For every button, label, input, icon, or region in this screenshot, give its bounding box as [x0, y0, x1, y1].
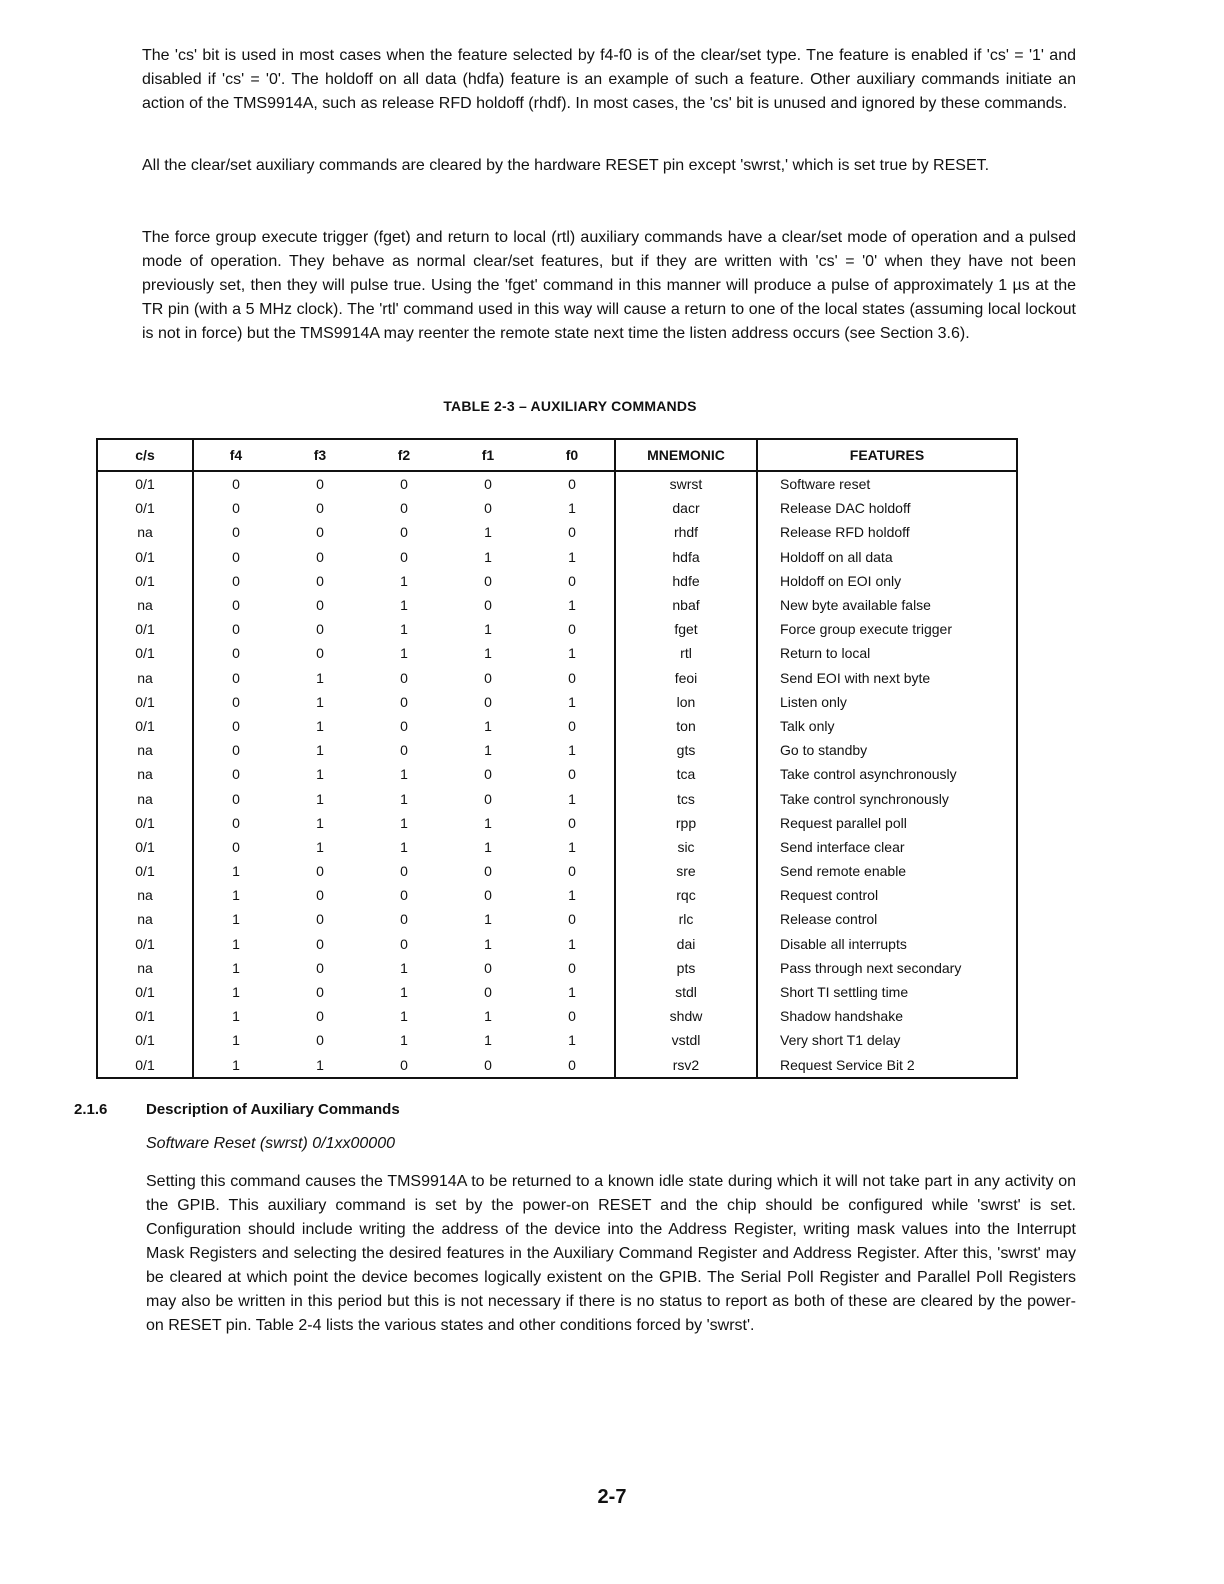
cell-f2: 0: [400, 1056, 408, 1073]
cell-f1: 0: [484, 790, 492, 807]
cell-f1: 0: [484, 984, 492, 1001]
cell-f2: 1: [400, 621, 408, 638]
cell-f4: 1: [232, 887, 240, 904]
cell-mnemonic: stdl: [615, 980, 757, 1004]
cell-f2: 1: [400, 1032, 408, 1049]
cell-f2: 1: [400, 597, 408, 614]
cell-mnemonic: rpp: [615, 811, 757, 835]
table-row: [97, 545, 1017, 569]
cell-f1: 0: [484, 500, 492, 517]
cell-f4: 0: [232, 838, 240, 855]
cell-f3: 1: [316, 693, 324, 710]
cell-f3: 1: [316, 742, 324, 759]
header-f0: f0: [530, 439, 615, 471]
cell-f4: 0: [232, 669, 240, 686]
cell-feature: Software reset: [780, 476, 871, 493]
paragraph-swrst-description: Setting this command causes the TMS9914A to be returned to a known idle state during which it will not take part in any activity on the GPIB. This auxiliary command is set by the power-on RESET and the chip should be configured while 'swrst' is set. Configuration should include writing the address of the device into the Address Register, writing mask values into the Interrupt Mask Registers and selecting the desired features in the Auxiliary Command Register and Address Register. After this, 'swrst' may be cleared at which point the device becomes logically existent on the GPIB. The Serial Poll Register and Parallel Poll Registers may also be written in this period but this is not necessary if there is no status to report as both of these are cleared by the power-on RESET pin. Table 2-4 lists the various states and other conditions forced by 'swrst'.: [146, 1173, 1076, 1334]
cell-feature: Talk only: [780, 717, 835, 734]
cell-f1: 1: [484, 717, 492, 734]
header-f2: f2: [362, 439, 446, 471]
cell-f1: 0: [484, 476, 492, 493]
cell-f4: 1: [232, 863, 240, 880]
cell-cs: 0/1: [97, 1053, 193, 1078]
cell-f2: 1: [400, 572, 408, 589]
table-row: [97, 714, 1017, 738]
cell-cs: na: [97, 786, 193, 810]
cell-feature: Release DAC holdoff: [780, 500, 911, 517]
cell-feature: Request control: [780, 887, 879, 904]
cell-cs: na: [97, 666, 193, 690]
cell-cs: na: [97, 883, 193, 907]
paragraph-cs-bit: The 'cs' bit is used in most cases when the feature selected by f4-f0 is of the clear/set type. Tne feature is enabled if 'cs' = '1' and disabled if 'cs' = '0'. The holdoff on all data (hdfa) feature is an example of such a feature. Other auxiliary commands initiate an action of the TMS9914A, such as release RFD holdoff (rhdf). In most cases, the 'cs' bit is unused and ignored by these commands.: [142, 47, 1076, 112]
cell-mnemonic: rlc: [615, 907, 757, 931]
cell-cs: 0/1: [97, 545, 193, 569]
cell-feature: Go to standby: [780, 742, 868, 759]
table-row: [97, 471, 1017, 496]
table-row: [97, 641, 1017, 665]
cell-f0: 1: [568, 597, 576, 614]
cell-f2: 0: [400, 500, 408, 517]
cell-f4: 0: [232, 500, 240, 517]
cell-f2: 1: [400, 959, 408, 976]
cell-mnemonic: rhdf: [615, 520, 757, 544]
cell-feature: Very short T1 delay: [780, 1032, 901, 1049]
cell-f4: 1: [232, 984, 240, 1001]
cell-mnemonic: hdfe: [615, 569, 757, 593]
cell-f3: 0: [316, 911, 324, 928]
cell-feature: Release RFD holdoff: [780, 524, 910, 541]
cell-f1: 1: [484, 935, 492, 952]
cell-feature: Send remote enable: [780, 863, 907, 880]
cell-f4: 0: [232, 524, 240, 541]
cell-f3: 0: [316, 1032, 324, 1049]
table-row: [97, 762, 1017, 786]
cell-f0: 0: [568, 669, 576, 686]
table-row: [97, 811, 1017, 835]
paragraph-fget-rtl: The force group execute trigger (fget) and return to local (rtl) auxiliary commands have a clear/set mode of operation and a pulsed mode of operation. They behave as normal clear/set features, but if they are written with 'cs' = '0' when they have not been previously set, then they will pulse true. Using the 'fget' command in this manner will produce a pulse of approximately 1 µs at the TR pin (with a 5 MHz clock). The 'rtl' command used in this way will cause a return to one of the local states (assuming local lockout is not in force) but the TMS9914A may reenter the remote state next time the listen address occurs (see Section 3.6).: [142, 229, 1076, 342]
cell-f0: 0: [568, 621, 576, 638]
cell-f0: 0: [568, 814, 576, 831]
cell-cs: 0/1: [97, 835, 193, 859]
cell-f4: 0: [232, 814, 240, 831]
cell-f0: 0: [568, 572, 576, 589]
cell-f2: 0: [400, 935, 408, 952]
cell-mnemonic: dacr: [615, 496, 757, 520]
page-number: 2-7: [597, 1486, 627, 1508]
cell-f2: 0: [400, 742, 408, 759]
cell-f0: 1: [568, 742, 576, 759]
cell-f0: 0: [568, 476, 576, 493]
cell-feature: Request parallel poll: [780, 814, 907, 831]
table-row: [97, 980, 1017, 1004]
cell-f0: 0: [568, 766, 576, 783]
cell-f3: 1: [316, 766, 324, 783]
table-row: [97, 956, 1017, 980]
cell-f4: 0: [232, 645, 240, 662]
subheading-software-reset: Software Reset (swrst) 0/1xx00000: [146, 1135, 395, 1152]
cell-f2: 1: [400, 1008, 408, 1025]
table-row: [97, 1004, 1017, 1028]
cell-f0: 0: [568, 911, 576, 928]
cell-f3: 0: [316, 548, 324, 565]
cell-f3: 0: [316, 500, 324, 517]
cell-feature: Take control asynchronously: [780, 766, 957, 783]
cell-mnemonic: shdw: [615, 1004, 757, 1028]
cell-f2: 0: [400, 717, 408, 734]
cell-feature: Disable all interrupts: [780, 935, 907, 952]
table-row: [97, 738, 1017, 762]
cell-f0: 1: [568, 838, 576, 855]
cell-mnemonic: hdfa: [615, 545, 757, 569]
cell-f1: 1: [484, 524, 492, 541]
cell-f4: 1: [232, 911, 240, 928]
cell-feature: Take control synchronously: [780, 790, 949, 807]
cell-feature: Request Service Bit 2: [780, 1056, 915, 1073]
cell-f1: 0: [484, 766, 492, 783]
table-row: [97, 666, 1017, 690]
table-title: TABLE 2-3 – AUXILIARY COMMANDS: [443, 398, 697, 414]
table-row: [97, 932, 1017, 956]
section-heading: [74, 1101, 400, 1118]
cell-cs: 0/1: [97, 714, 193, 738]
cell-f3: 0: [316, 597, 324, 614]
cell-f3: 0: [316, 621, 324, 638]
cell-feature: New byte available false: [780, 597, 931, 614]
table-row: [97, 569, 1017, 593]
section-title: Description of Auxiliary Commands: [146, 1101, 400, 1118]
cell-cs: 0/1: [97, 641, 193, 665]
cell-f1: 1: [484, 548, 492, 565]
cell-mnemonic: fget: [615, 617, 757, 641]
cell-f4: 0: [232, 548, 240, 565]
cell-f4: 0: [232, 766, 240, 783]
cell-f3: 1: [316, 669, 324, 686]
table-row: [97, 617, 1017, 641]
table-row: [97, 593, 1017, 617]
cell-f3: 0: [316, 572, 324, 589]
cell-f4: 1: [232, 1056, 240, 1073]
cell-mnemonic: swrst: [615, 471, 757, 496]
cell-f2: 1: [400, 814, 408, 831]
cell-f0: 1: [568, 887, 576, 904]
cell-mnemonic: lon: [615, 690, 757, 714]
cell-f3: 1: [316, 814, 324, 831]
cell-f4: 0: [232, 717, 240, 734]
table-row: [97, 835, 1017, 859]
cell-f4: 1: [232, 1032, 240, 1049]
cell-feature: Send EOI with next byte: [780, 669, 931, 686]
table-body: [97, 471, 1017, 1078]
cell-f4: 0: [232, 476, 240, 493]
cell-f4: 0: [232, 790, 240, 807]
cell-f1: 1: [484, 911, 492, 928]
cell-f1: 1: [484, 1008, 492, 1025]
cell-f3: 0: [316, 935, 324, 952]
cell-cs: na: [97, 956, 193, 980]
cell-f2: 1: [400, 645, 408, 662]
cell-f1: 0: [484, 669, 492, 686]
cell-cs: 0/1: [97, 471, 193, 496]
cell-f0: 1: [568, 790, 576, 807]
cell-cs: na: [97, 520, 193, 544]
cell-cs: 0/1: [97, 690, 193, 714]
cell-f2: 0: [400, 548, 408, 565]
cell-f2: 0: [400, 911, 408, 928]
cell-f0: 0: [568, 717, 576, 734]
cell-mnemonic: sic: [615, 835, 757, 859]
cell-mnemonic: gts: [615, 738, 757, 762]
cell-cs: na: [97, 593, 193, 617]
cell-f4: 0: [232, 693, 240, 710]
cell-f0: 0: [568, 959, 576, 976]
cell-mnemonic: feoi: [615, 666, 757, 690]
cell-f3: 0: [316, 984, 324, 1001]
cell-mnemonic: pts: [615, 956, 757, 980]
cell-f1: 0: [484, 1056, 492, 1073]
cell-f0: 1: [568, 645, 576, 662]
cell-f3: 1: [316, 717, 324, 734]
cell-cs: 0/1: [97, 859, 193, 883]
header-cs: c/s: [97, 439, 193, 471]
cell-f2: 0: [400, 887, 408, 904]
cell-feature: Shadow handshake: [780, 1008, 903, 1025]
cell-f0: 1: [568, 500, 576, 517]
cell-f4: 1: [232, 959, 240, 976]
cell-f0: 0: [568, 524, 576, 541]
cell-f3: 0: [316, 645, 324, 662]
header-f4: f4: [193, 439, 278, 471]
cell-f3: 1: [316, 790, 324, 807]
cell-mnemonic: nbaf: [615, 593, 757, 617]
cell-feature: Holdoff on all data: [780, 548, 893, 565]
cell-f1: 1: [484, 645, 492, 662]
cell-cs: 0/1: [97, 811, 193, 835]
table-row: [97, 520, 1017, 544]
table-row: [97, 786, 1017, 810]
cell-f1: 1: [484, 1032, 492, 1049]
cell-mnemonic: sre: [615, 859, 757, 883]
header-mnemonic: MNEMONIC: [615, 439, 757, 471]
auxiliary-commands-table: [96, 438, 1018, 1079]
header-f3: f3: [278, 439, 362, 471]
cell-f1: 0: [484, 597, 492, 614]
cell-f2: 1: [400, 766, 408, 783]
cell-feature: Listen only: [780, 693, 847, 710]
cell-f3: 0: [316, 476, 324, 493]
cell-f0: 0: [568, 863, 576, 880]
cell-feature: Return to local: [780, 645, 871, 662]
cell-f3: 0: [316, 863, 324, 880]
cell-f0: 0: [568, 1008, 576, 1025]
cell-f0: 1: [568, 935, 576, 952]
cell-mnemonic: vstdl: [615, 1028, 757, 1052]
cell-mnemonic: tcs: [615, 786, 757, 810]
cell-feature: Short TI settling time: [780, 984, 909, 1001]
cell-cs: na: [97, 762, 193, 786]
table-row: [97, 690, 1017, 714]
header-features: FEATURES: [757, 439, 1017, 471]
cell-f3: 0: [316, 1008, 324, 1025]
cell-f1: 1: [484, 838, 492, 855]
table-row: [97, 859, 1017, 883]
cell-f1: 0: [484, 887, 492, 904]
cell-f2: 0: [400, 476, 408, 493]
cell-f1: 0: [484, 863, 492, 880]
cell-cs: 0/1: [97, 617, 193, 641]
cell-feature: Release control: [780, 911, 878, 928]
cell-f4: 0: [232, 621, 240, 638]
cell-feature: Send interface clear: [780, 838, 905, 855]
cell-mnemonic: rsv2: [615, 1053, 757, 1078]
cell-mnemonic: dai: [615, 932, 757, 956]
cell-f3: 0: [316, 887, 324, 904]
cell-f1: 0: [484, 572, 492, 589]
cell-f1: 1: [484, 742, 492, 759]
cell-cs: 0/1: [97, 496, 193, 520]
cell-f4: 1: [232, 935, 240, 952]
cell-f4: 0: [232, 742, 240, 759]
cell-f2: 0: [400, 863, 408, 880]
table-row: [97, 883, 1017, 907]
cell-mnemonic: ton: [615, 714, 757, 738]
cell-f2: 1: [400, 790, 408, 807]
cell-feature: Pass through next secondary: [780, 959, 962, 976]
table-row: [97, 496, 1017, 520]
cell-cs: na: [97, 738, 193, 762]
cell-mnemonic: rtl: [615, 641, 757, 665]
cell-f2: 1: [400, 984, 408, 1001]
cell-cs: 0/1: [97, 569, 193, 593]
cell-cs: na: [97, 907, 193, 931]
cell-cs: 0/1: [97, 980, 193, 1004]
cell-cs: 0/1: [97, 1028, 193, 1052]
cell-f0: 1: [568, 693, 576, 710]
cell-feature: Force group execute trigger: [780, 621, 952, 638]
cell-f1: 0: [484, 959, 492, 976]
cell-f3: 0: [316, 524, 324, 541]
table-header-row: [97, 439, 1017, 471]
paragraph-reset: All the clear/set auxiliary commands are cleared by the hardware RESET pin except 'swrst,' which is set true by RESET.: [142, 157, 990, 174]
cell-f4: 0: [232, 572, 240, 589]
header-f1: f1: [446, 439, 530, 471]
table-row: [97, 1028, 1017, 1052]
table-row: [97, 1053, 1017, 1078]
cell-f3: 1: [316, 1056, 324, 1073]
cell-f3: 1: [316, 838, 324, 855]
cell-f2: 0: [400, 669, 408, 686]
cell-cs: 0/1: [97, 932, 193, 956]
cell-mnemonic: tca: [615, 762, 757, 786]
cell-f1: 0: [484, 693, 492, 710]
cell-cs: 0/1: [97, 1004, 193, 1028]
cell-f0: 1: [568, 984, 576, 1001]
cell-f3: 0: [316, 959, 324, 976]
cell-f0: 1: [568, 1032, 576, 1049]
table-row: [97, 907, 1017, 931]
cell-f1: 1: [484, 621, 492, 638]
cell-f4: 1: [232, 1008, 240, 1025]
cell-f2: 0: [400, 524, 408, 541]
cell-feature: Holdoff on EOI only: [780, 572, 902, 589]
section-number: 2.1.6: [74, 1101, 108, 1118]
cell-f4: 0: [232, 597, 240, 614]
cell-f2: 0: [400, 693, 408, 710]
cell-f1: 1: [484, 814, 492, 831]
cell-f0: 0: [568, 1056, 576, 1073]
cell-f2: 1: [400, 838, 408, 855]
cell-mnemonic: rqc: [615, 883, 757, 907]
cell-f0: 1: [568, 548, 576, 565]
